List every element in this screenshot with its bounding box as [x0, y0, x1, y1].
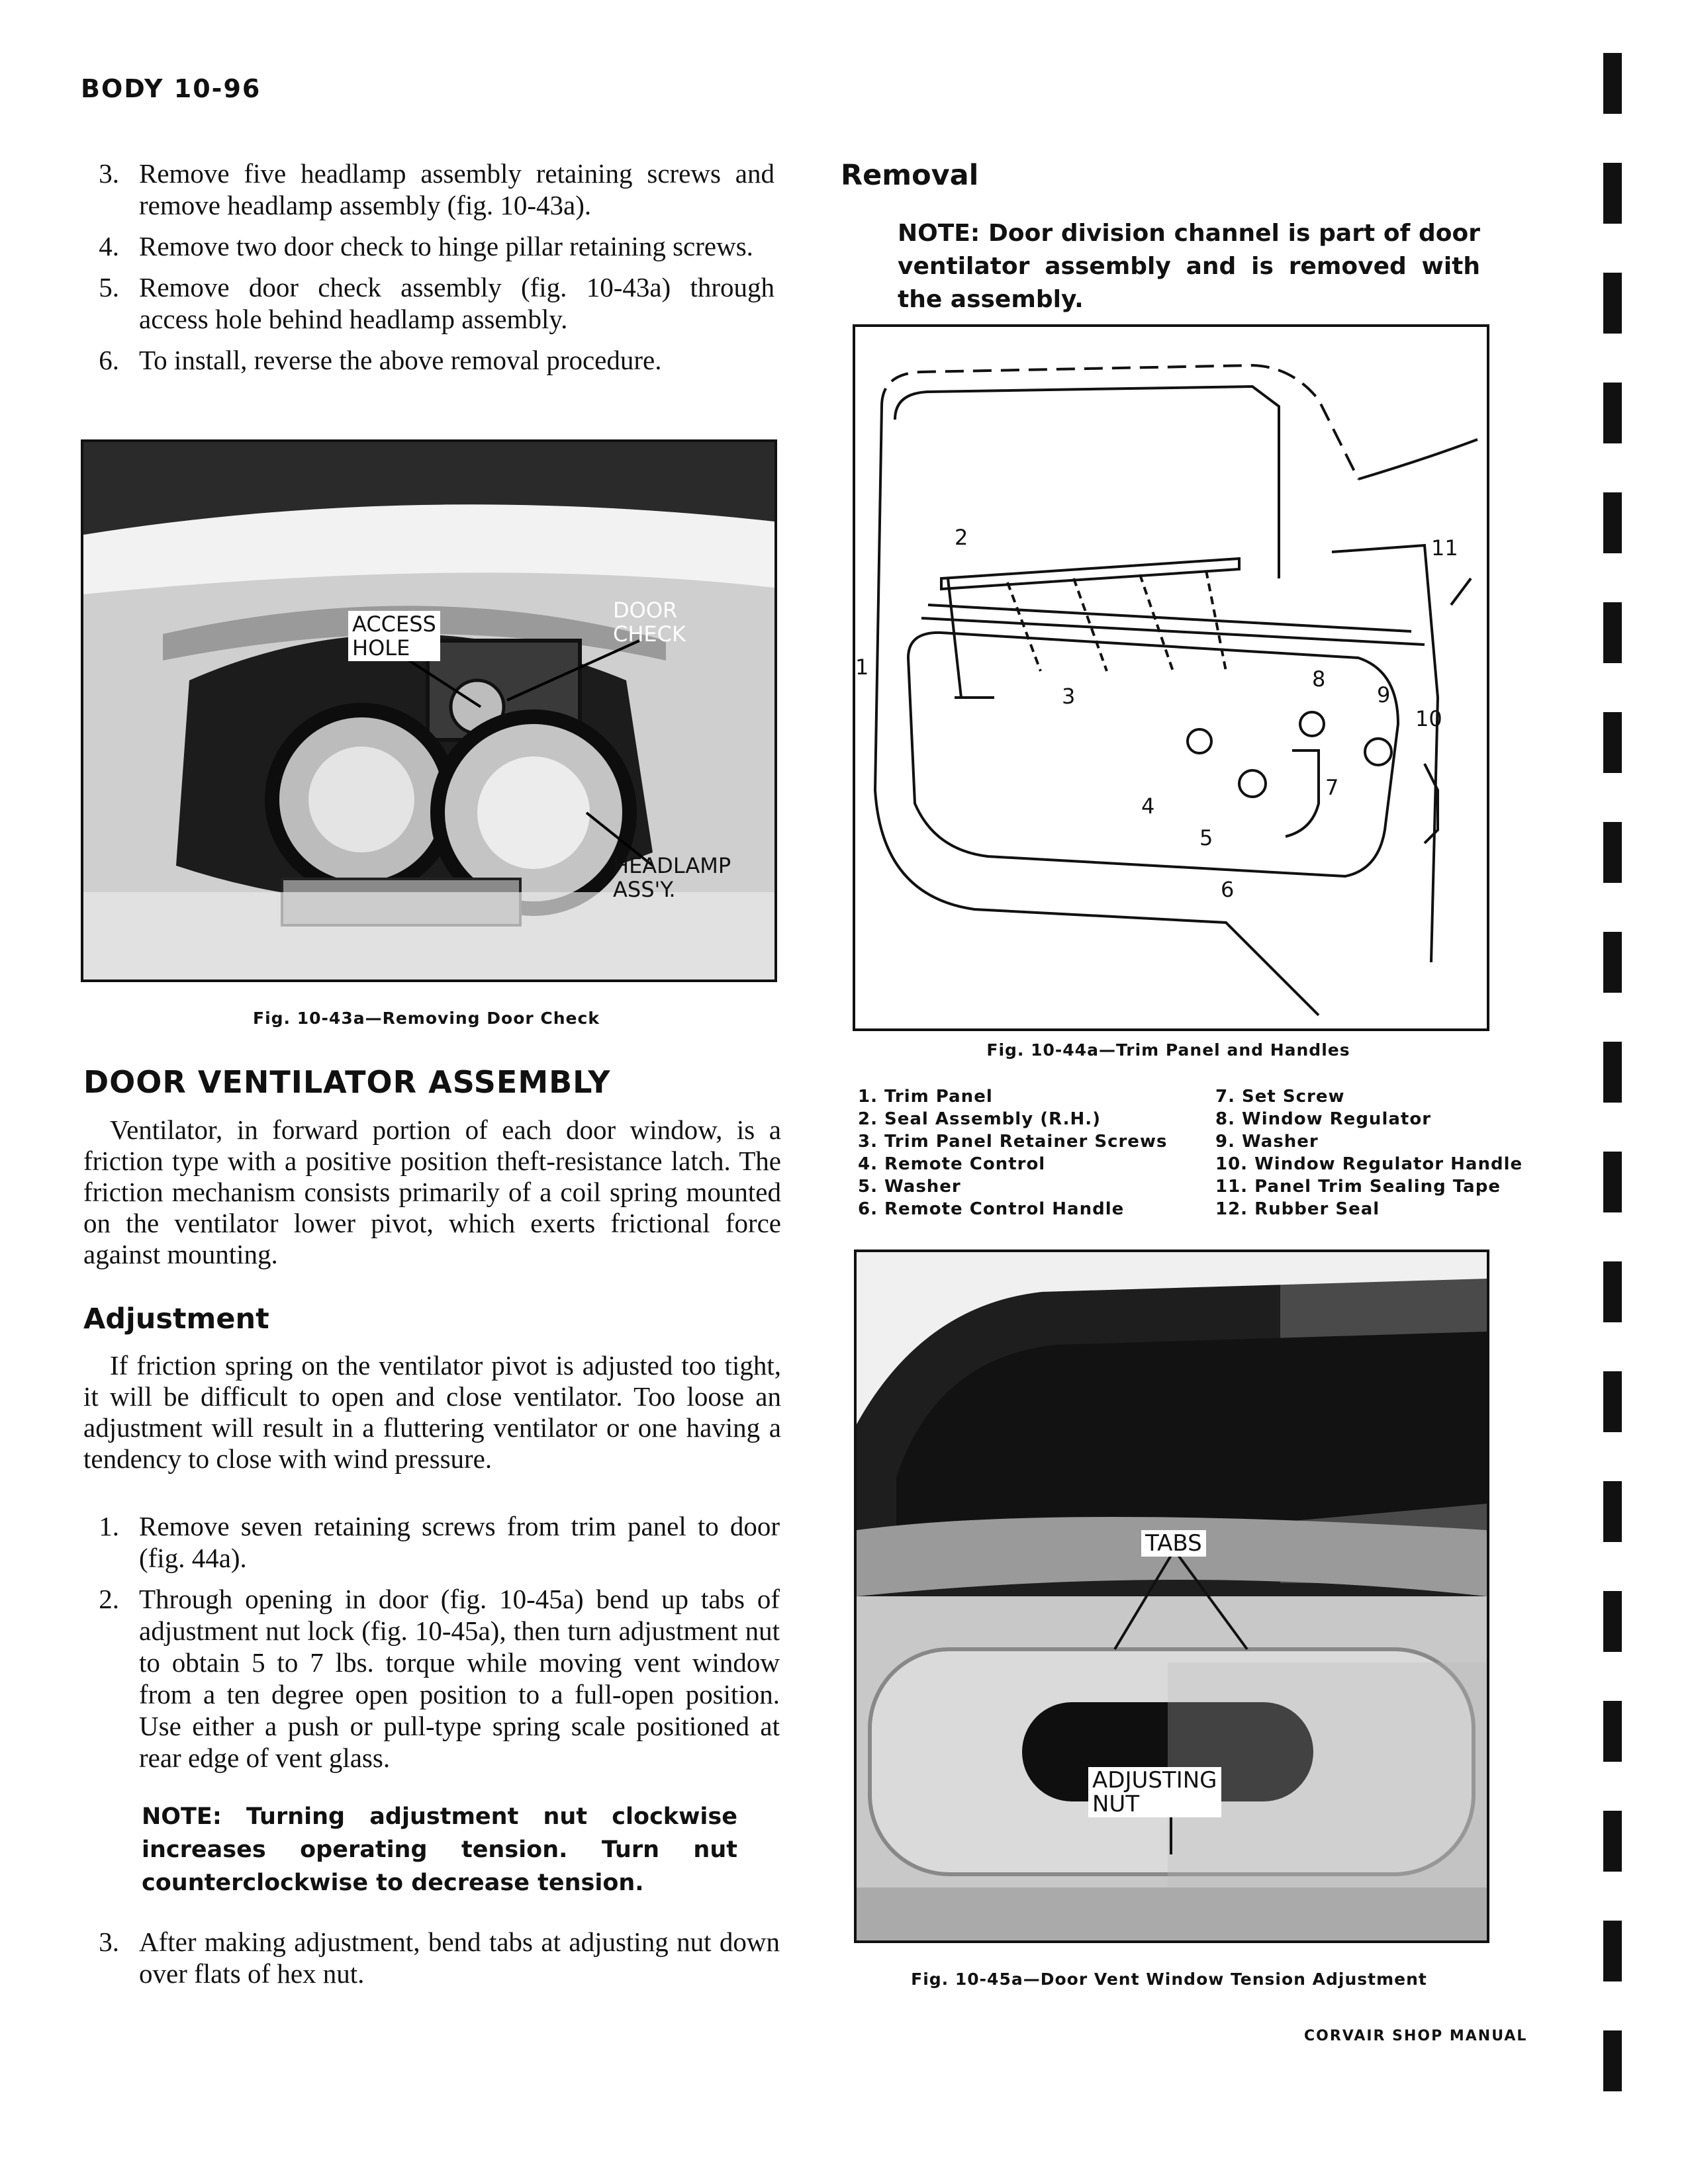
list-item: 2. Through opening in door (fig. 10-45a) bend up tabs of adjustment nut lock (fig. 10-45a), then turn adjustment nut to obtain 5 to 7 lbs. torque while moving vent window from a ten degree open position to a full-open position. Use either a push or pull-type spring scale positioned at rear edge of vent glass. — [99, 1584, 780, 1773]
figure-trim-panel — [853, 324, 1489, 1031]
callout-label: 10 — [1415, 706, 1442, 731]
binding-mark — [1603, 602, 1622, 663]
label-adjusting-nut: ADJUSTING NUT — [1088, 1767, 1221, 1817]
label-access-hole: ACCESS HOLE — [348, 611, 440, 661]
label-door-check: DOOR CHECK — [613, 598, 686, 647]
list-item: 6. To install, reverse the above removal procedure. — [99, 345, 662, 375]
adjustment-steps-list — [86, 1510, 780, 1783]
legend-item: 1. Trim Panel — [858, 1087, 993, 1107]
binding-mark — [1603, 273, 1622, 334]
binding-mark — [1603, 53, 1622, 114]
legend-item: 9. Washer — [1215, 1132, 1319, 1152]
removal-note: NOTE: Door division channel is part of door ventilator assembly and is removed with the assembly. — [898, 220, 1480, 313]
callout-label: 9 — [1377, 682, 1391, 707]
binding-mark — [1603, 2030, 1622, 2091]
legend-item: 12. Rubber Seal — [1215, 1199, 1380, 1219]
binding-mark — [1603, 492, 1622, 553]
callout-label: 2 — [955, 525, 968, 550]
callout-label: 7 — [1325, 775, 1339, 800]
callout-label: 3 — [1062, 684, 1076, 709]
figure-caption: Fig. 10-43a—Removing Door Check — [253, 1009, 600, 1028]
binding-mark — [1603, 712, 1622, 773]
binding-mark — [1603, 822, 1622, 883]
vent-window-photo — [857, 1252, 1487, 1940]
door-diagram — [855, 327, 1487, 1028]
legend-item: 11. Panel Trim Sealing Tape — [1215, 1177, 1501, 1197]
callout-label: 5 — [1199, 825, 1213, 850]
legend-item: 2. Seal Assembly (R.H.) — [858, 1109, 1101, 1129]
callout-label: 4 — [1141, 794, 1155, 819]
figure-caption: Fig. 10-45a—Door Vent Window Tension Adjustment — [911, 1970, 1427, 1989]
subsection-title: Adjustment — [83, 1302, 269, 1336]
figure-vent-window-adjustment — [854, 1250, 1489, 1943]
binding-mark — [1603, 1261, 1622, 1322]
removal-steps-list — [86, 158, 774, 385]
figure-caption: Fig. 10-44a—Trim Panel and Handles — [986, 1040, 1350, 1060]
label-tabs: TABS — [1141, 1530, 1206, 1557]
callout-label: 1 — [855, 655, 869, 680]
callout-label: 11 — [1431, 535, 1458, 561]
binding-mark — [1603, 1152, 1622, 1212]
binding-mark — [1603, 1921, 1622, 1981]
adjustment-paragraph: If friction spring on the ventilator pivot is adjusted too tight, it will be difficult to open and close ventilator. Too loose an adjustment will result in a fluttering ventilator or one having a tendency to close with wind pressure. — [83, 1350, 781, 1474]
list-item: 1. Remove seven retaining screws from trim panel to door (fig. 44a). — [99, 1511, 780, 1573]
adjustment-step-3 — [86, 1926, 780, 1999]
list-item: 5. Remove door check assembly (fig. 10-43a) through access hole behind headlamp assembly. — [99, 272, 774, 334]
binding-mark — [1603, 1481, 1622, 1542]
binding-mark — [1603, 1042, 1622, 1103]
label-headlamp: HEADLAMP ASS'Y. — [613, 853, 731, 902]
binding-mark — [1603, 163, 1622, 224]
list-item: 3. After making adjustment, bend tabs at adjusting nut down over flats of hex nut. — [99, 1927, 780, 1989]
legend-item: 8. Window Regulator — [1215, 1109, 1432, 1129]
legend-item: 10. Window Regulator Handle — [1215, 1154, 1523, 1174]
subsection-title: Removal — [841, 159, 979, 192]
legend-item: 5. Washer — [858, 1177, 961, 1197]
legend-right — [1215, 1085, 1523, 1220]
binding-marks — [1603, 53, 1622, 2144]
legend-item: 7. Set Screw — [1215, 1087, 1345, 1107]
legend-left — [858, 1085, 1202, 1220]
binding-mark — [1603, 383, 1622, 443]
callout-label: 6 — [1221, 877, 1235, 902]
page-footer: CORVAIR SHOP MANUAL — [1304, 2028, 1528, 2044]
binding-mark — [1603, 1811, 1622, 1872]
figure-removing-door-check — [81, 439, 777, 982]
binding-mark — [1603, 1701, 1622, 1762]
adjustment-note: NOTE: Turning adjustment nut clockwise increases operating tension. Turn nut counterclockwise to decrease tension. — [142, 1803, 737, 1896]
binding-mark — [1603, 1371, 1622, 1432]
binding-mark — [1603, 1591, 1622, 1652]
ventilator-paragraph: Ventilator, in forward portion of each door window, is a friction type with a positive position theft-resistance latch. The friction mechanism consists primarily of a coil spring mounted on the ventilator lower pivot, which exerts frictional force against mounting. — [83, 1115, 781, 1269]
legend-item: 4. Remote Control — [858, 1154, 1046, 1174]
callout-label: 8 — [1312, 666, 1326, 692]
list-item: 3. Remove five headlamp assembly retaining screws and remove headlamp assembly (fig. 10-43a). — [99, 158, 774, 220]
page-header: BODY 10-96 — [81, 74, 261, 103]
binding-mark — [1603, 932, 1622, 993]
legend-item: 3. Trim Panel Retainer Screws — [858, 1132, 1168, 1152]
legend-item: 6. Remote Control Handle — [858, 1199, 1125, 1219]
list-item: 4. Remove two door check to hinge pillar retaining screws. — [99, 231, 753, 261]
section-title: DOOR VENTILATOR ASSEMBLY — [83, 1064, 611, 1100]
